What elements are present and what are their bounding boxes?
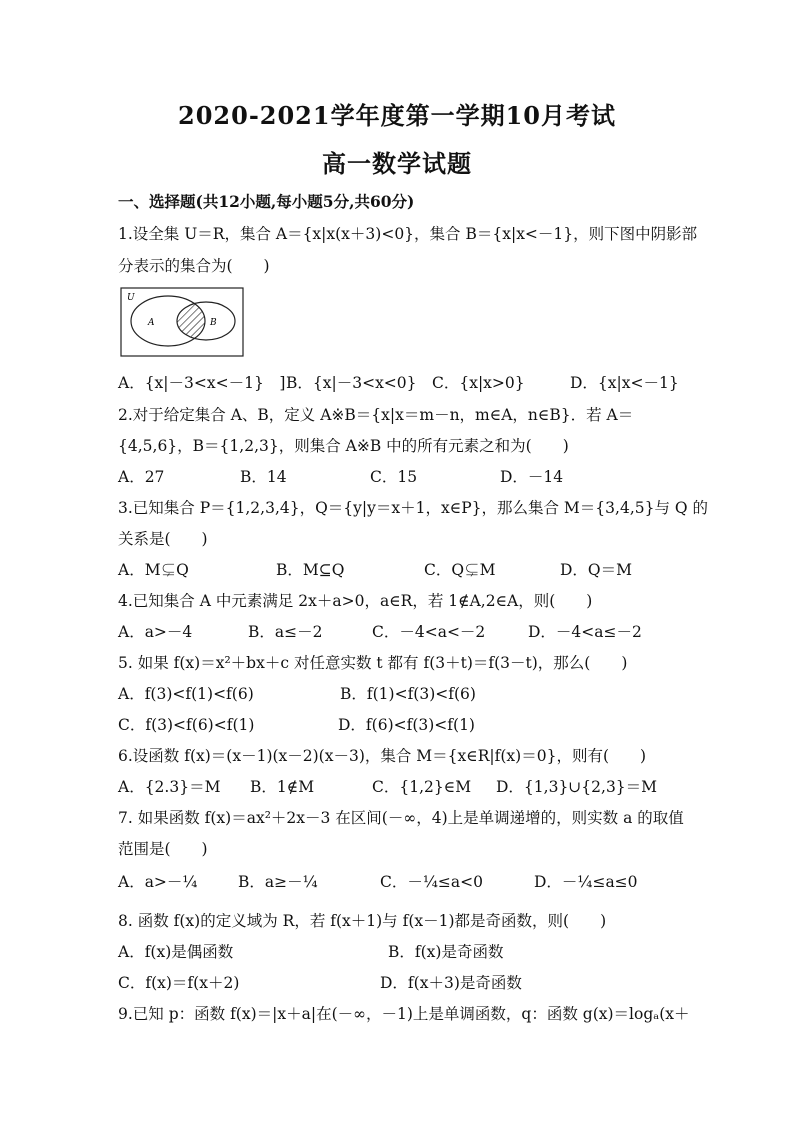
option-a[interactable]: A．M⊊Q <box>118 561 189 579</box>
option-b[interactable]: B．a≥－¼ <box>238 873 318 891</box>
option-d[interactable]: D．Q＝M <box>560 561 633 579</box>
option-a[interactable]: A．a>－4 <box>118 623 193 641</box>
question-1-line-1: 1.设全集 U＝R，集合 A＝{x|x(x＋3)<0}，集合 B＝{x|x<－1}，则下图中阴影部 <box>118 225 698 243</box>
option-c[interactable]: C．15 <box>370 468 418 486</box>
question-5-options-row-1 <box>118 682 678 704</box>
option-b[interactable]: B．14 <box>240 468 287 486</box>
question-8-options-row-2 <box>118 971 678 993</box>
option-b[interactable]: B．{x|－3<x<0} <box>286 374 417 392</box>
option-a[interactable]: A．{2.3}＝M <box>118 778 221 796</box>
option-c[interactable]: C．－¼≤a<0 <box>380 873 483 891</box>
option-a[interactable]: A．{x|－3<x<－1} ] <box>118 374 286 392</box>
question-4-options <box>118 620 678 642</box>
option-c[interactable]: C．f(3)<f(6)<f(1) <box>118 716 255 734</box>
question-3-options <box>118 558 678 580</box>
option-d[interactable]: D．{1,3}∪{2,3}＝M <box>496 778 658 796</box>
question-8-options-row-1 <box>118 940 678 962</box>
option-d[interactable]: D．{x|x<－1} <box>570 374 679 392</box>
question-9-line-1: 9.已知 p：函数 f(x)＝|x＋a|在(－∞，－1)上是单调函数，q：函数 g(x)＝logₐ(x＋ <box>118 1005 690 1023</box>
section-heading: 一、选择题(共12小题,每小题5分,共60分) <box>118 192 415 211</box>
question-7-line-1: 7. 如果函数 f(x)＝ax²＋2x－3 在区间(－∞，4)上是单调递增的，则实数 a 的取值 <box>118 809 684 827</box>
option-b[interactable]: B．a≤－2 <box>248 623 323 641</box>
question-6-line-1: 6.设函数 f(x)＝(x－1)(x－2)(x－3)，集合 M＝{x∈R|f(x)＝0}，则有( ) <box>118 747 647 765</box>
option-d[interactable]: D．－14 <box>500 468 564 486</box>
option-b[interactable]: B．M⊆Q <box>276 561 345 579</box>
page-subtitle: 高一数学试题 <box>322 149 472 178</box>
question-6-options <box>118 775 678 797</box>
option-c[interactable]: C．Q⊊M <box>424 561 496 579</box>
question-4-line-1: 4.已知集合 A 中元素满足 2x＋a>0，a∈R，若 1∉A,2∈A，则( ) <box>118 592 593 610</box>
option-c[interactable]: C．f(x)＝f(x＋2) <box>118 974 240 992</box>
option-d[interactable]: D．－4<a≤－2 <box>528 623 642 641</box>
question-1-line-2: 分表示的集合为( ) <box>118 257 270 275</box>
venn-label-a: A <box>148 318 155 328</box>
option-a[interactable]: A．f(3)<f(1)<f(6) <box>118 685 254 703</box>
question-5-line-1: 5. 如果 f(x)＝x²＋bx＋c 对任意实数 t 都有 f(3＋t)＝f(3－t)，那么( ) <box>118 654 628 672</box>
option-d[interactable]: D．f(x＋3)是奇函数 <box>380 974 522 992</box>
option-c[interactable]: C．{x|x>0} <box>432 374 525 392</box>
venn-label-b: B <box>210 318 217 328</box>
question-5-options-row-2 <box>118 713 678 735</box>
option-d[interactable]: D．－¼≤a≤0 <box>534 873 638 891</box>
option-a[interactable]: A．f(x)是偶函数 <box>118 943 234 961</box>
question-7-line-2: 范围是( ) <box>118 840 208 858</box>
venn-label-u: U <box>127 293 135 303</box>
option-a[interactable]: A．a>－¼ <box>118 873 198 891</box>
question-2-line-2: {4,5,6}，B＝{1,2,3}，则集合 A※B 中的所有元素之和为( ) <box>118 437 569 455</box>
question-2-line-1: 2.对于给定集合 A、B，定义 A※B＝{x|x＝m－n，m∈A，n∈B}．若 A＝ <box>118 406 634 424</box>
question-3-line-2: 关系是( ) <box>118 530 208 548</box>
option-b[interactable]: B．1∉M <box>250 778 315 796</box>
option-b[interactable]: B．f(x)是奇函数 <box>388 943 504 961</box>
option-b[interactable]: B．f(1)<f(3)<f(6) <box>340 685 476 703</box>
option-c[interactable]: C．{1,2}∈M <box>372 778 472 796</box>
venn-diagram <box>120 287 244 357</box>
question-2-options <box>118 465 678 487</box>
question-8-line-1: 8. 函数 f(x)的定义域为 R，若 f(x＋1)与 f(x－1)都是奇函数，则( ) <box>118 912 607 930</box>
option-a[interactable]: A．27 <box>118 468 165 486</box>
question-3-line-1: 3.已知集合 P＝{1,2,3,4}，Q＝{y|y＝x＋1，x∈P}，那么集合 M＝{3,4,5}与 Q 的 <box>118 499 709 517</box>
option-d[interactable]: D．f(6)<f(3)<f(1) <box>338 716 475 734</box>
page-title: 2020-2021学年度第一学期10月考试 <box>178 101 616 130</box>
option-c[interactable]: C．－4<a<－2 <box>372 623 486 641</box>
question-1-options <box>118 371 678 393</box>
question-7-options <box>118 870 678 892</box>
